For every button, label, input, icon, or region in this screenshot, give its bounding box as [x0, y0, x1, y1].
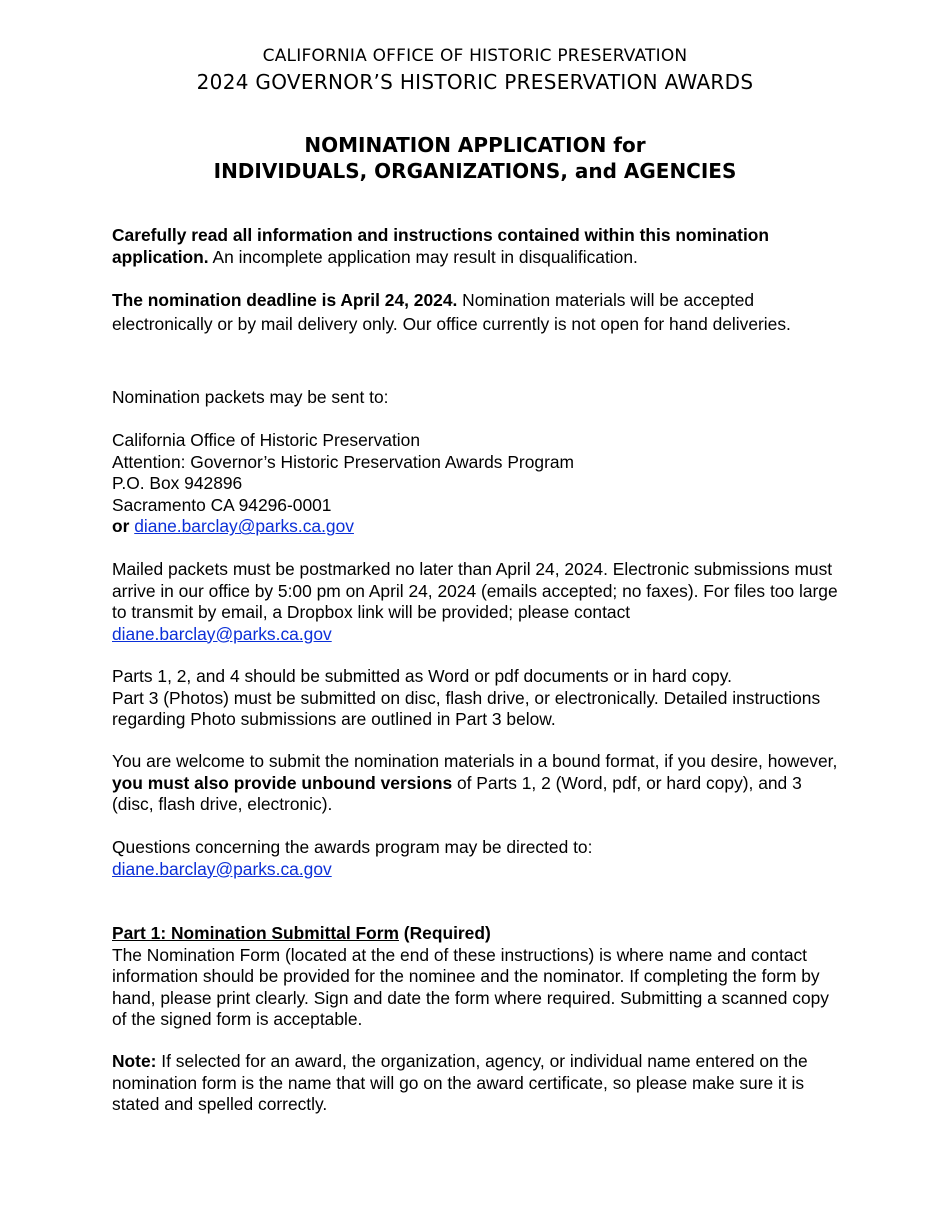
unbound-versions-bold: you must also provide unbound versions — [112, 772, 453, 793]
bound-format-text-end: of Parts 1, 2 (Word, pdf, or hard copy), and 3 (disc, flash drive, electronic). — [112, 772, 802, 815]
agency-name: CALIFORNIA OFFICE OF HISTORIC PRESERVATION — [262, 46, 688, 66]
deadline-paragraph — [112, 288, 847, 337]
address-line: P.O. Box 942896 — [112, 473, 243, 494]
bound-format-paragraph — [112, 751, 847, 816]
part1-heading-line — [112, 923, 847, 945]
address-line: California Office of Historic Preservation — [112, 430, 420, 450]
read-instructions-paragraph — [112, 225, 847, 268]
part1-required: (Required) — [398, 923, 491, 943]
address-intro: Nomination packets may be sent to: — [112, 387, 389, 407]
note-paragraph — [112, 1051, 847, 1116]
email-link[interactable]: diane.barclay@parks.ca.gov — [134, 516, 354, 537]
questions-paragraph — [112, 837, 847, 880]
questions-text: Questions concerning the awards program may be directed to: — [112, 837, 593, 857]
or-label: or — [112, 516, 130, 537]
address-line: Attention: Governor’s Historic Preservation Awards Program — [112, 451, 575, 472]
deadline-text: Nomination materials will be accepted electronically or by mail delivery only. Our office currently is not open for hand deliveries. — [112, 290, 791, 335]
formats-line-1: Parts 1, 2, and 4 should be submitted as Word or pdf documents or in hard copy. — [112, 666, 732, 686]
award-program-title: 2024 GOVERNOR’S HISTORIC PRESERVATION AWARDS — [196, 70, 754, 94]
questions-email-link[interactable]: diane.barclay@parks.ca.gov — [112, 858, 332, 879]
address-email-line — [112, 516, 847, 538]
mail-deadline-paragraph — [112, 559, 847, 645]
note-text: If selected for an award, the organization, agency, or individual name entered on the nomination form is the name that will go on the award certificate, so please make sure it is stated and spelled correctly. — [112, 1051, 808, 1115]
part1-section — [112, 923, 847, 1031]
mail-deadline-text: Mailed packets must be postmarked no later than April 24, 2024. Electronic submissions must arrive in our office by 5:00 pm on April 24, 2024 (emails accepted; no faxes). For files too large to transmit by email, a Dropbox link will be provided; please contact — [112, 559, 838, 623]
read-instructions-bold: Carefully read all information and instructions contained within this nomination application. — [112, 225, 770, 267]
part1-heading: Part 1: Nomination Submittal Form — [112, 923, 399, 943]
bound-format-text: You are welcome to submit the nomination materials in a bound format, if you desire, however, — [112, 751, 838, 771]
page-title-line-2: INDIVIDUALS, ORGANIZATIONS, and AGENCIES — [213, 159, 737, 183]
part1-body: The Nomination Form (located at the end of these instructions) is where name and contact information should be provided for the nominee and the nominator. If completing the form by hand, please print clearly. Sign and date the form where required. Submitting a scanned copy of the signed form is acceptable. — [112, 944, 829, 1030]
address-line: Sacramento CA 94296-0001 — [112, 494, 332, 515]
read-instructions-text: An incomplete application may result in disqualification. — [208, 246, 638, 267]
dropbox-contact-email-link[interactable]: diane.barclay@parks.ca.gov — [112, 623, 332, 644]
page-title-line-1: NOMINATION APPLICATION for — [304, 133, 646, 157]
mailing-address — [112, 430, 847, 538]
deadline-bold: The nomination deadline is April 24, 2024. — [112, 290, 458, 310]
formats-line-2: Part 3 (Photos) must be submitted on disc, flash drive, or electronically. Detailed instructions regarding Photo submissions are outlined in Part 3 below. — [112, 687, 821, 730]
note-label: Note: — [112, 1051, 157, 1071]
formats-paragraph — [112, 666, 847, 731]
